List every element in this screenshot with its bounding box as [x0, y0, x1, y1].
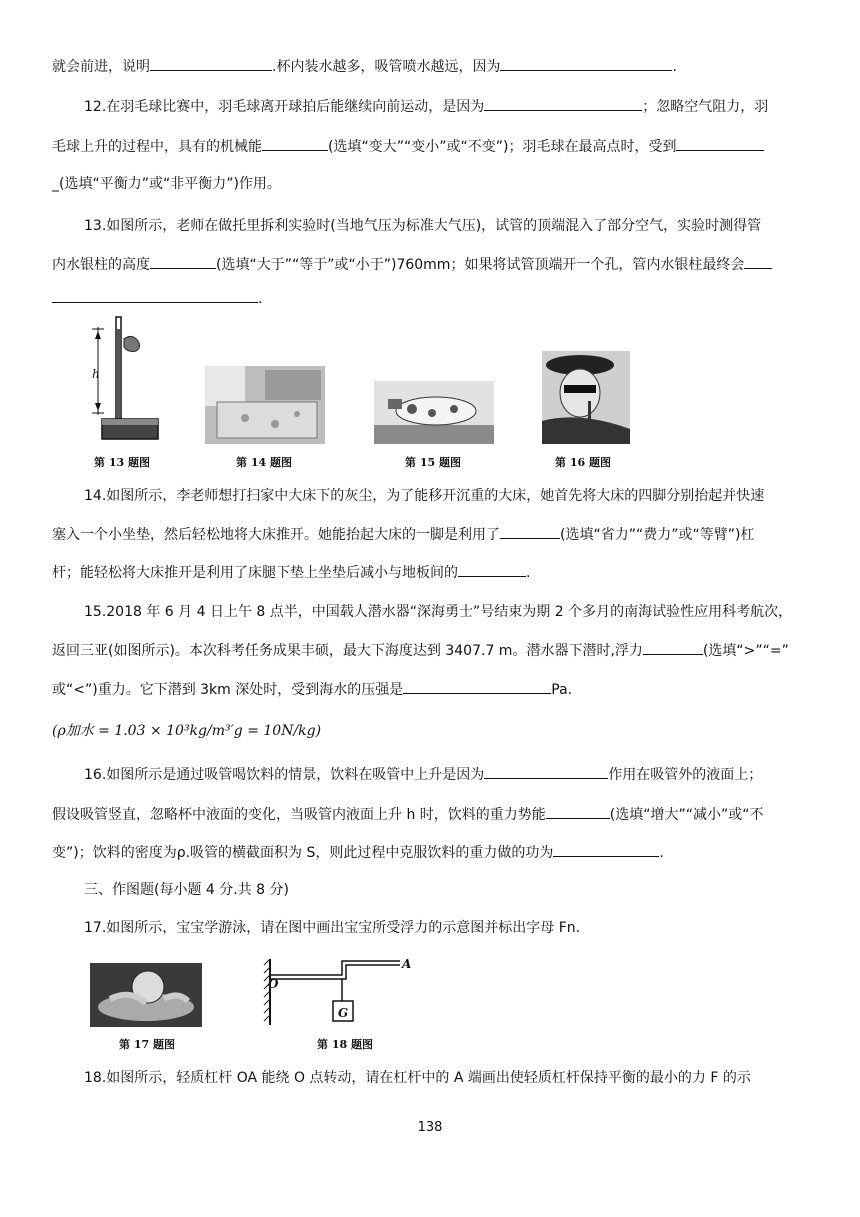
question-15-line-1 [84, 602, 792, 622]
text-segment: 返回三亚(如图所示)。本次科考任务成果丰硕，最大下海度达到 3407.7 m。潜水器下潜时,浮力 [52, 643, 643, 659]
text-segment: 塞入一个小坐垫，然后轻松地将大床推开。她能抬起大床的一脚是利用了 [52, 527, 500, 543]
girl-drinking-photo [542, 351, 630, 444]
question-13-line-2 [52, 254, 772, 275]
question-14-line-1 [84, 486, 764, 506]
text-segment: 假设吸管竖直，忽略杯中液面的变化，当吸管内液面上升 h 时，饮料的重力势能 [52, 807, 546, 823]
question-15-line-3 [52, 679, 572, 700]
question-13-line-1 [84, 216, 761, 236]
question-16-line-1 [84, 764, 762, 785]
text-segment: 或“<”)重力。它下潜到 3km 深处时，受到海水的压强是 [52, 682, 404, 698]
bedroom-photo [205, 366, 325, 444]
question-14-line-3 [52, 562, 530, 583]
text-segment: 变”)；饮料的密度为ρ.吸管的横截面积为 S，则此过程中克服饮料的重力做的功为 [52, 845, 554, 861]
submersible-photo [374, 381, 494, 444]
text-segment: (选填“变大”“变小”或“不变”)；羽毛球在最高点时，受到 [328, 139, 677, 155]
text-line [52, 56, 677, 77]
density-formula: (ρ加水 = 1.03 × 10³kg/m³′g = 10N/kg) [52, 723, 322, 739]
weight-label: G [338, 1006, 349, 1020]
text-segment: (选填“大于”“等于”或“小于”)760mm；如果将试管顶端开一个孔，管内水银柱最终会 [216, 257, 745, 273]
text-segment: 杆；能轻松将大床推开是利用了床腿下垫上坐垫后减小与地板间的 [52, 565, 458, 581]
text-segment: 内水银柱的高度 [52, 257, 150, 273]
text-segment: . [672, 59, 677, 75]
pivot-label: O [268, 977, 279, 991]
text-segment: .杯内装水越多，吸管喷水越远，因为 [272, 59, 501, 75]
answer-blank[interactable] [676, 136, 764, 151]
text-segment: . [526, 565, 531, 581]
text-segment: ；忽略空气阻力，羽 [642, 99, 769, 115]
text-segment: (选填“>”“=” [702, 643, 789, 659]
figure-13-caption: 第 13 题图 [94, 456, 150, 469]
text-segment: (选填“增大”“减小”或“不 [609, 807, 764, 823]
answer-blank[interactable] [458, 562, 526, 577]
answer-blank[interactable] [52, 288, 258, 303]
question-17-line: 17.如图所示，宝宝学游泳，请在图中画出宝宝所受浮力的示意图并标出字母 Fn. [84, 920, 581, 936]
answer-blank[interactable] [500, 524, 560, 539]
figure-18-caption: 第 18 题图 [317, 1038, 373, 1051]
answer-blank[interactable] [150, 254, 216, 269]
figure-15-caption: 第 15 题图 [405, 456, 461, 469]
end-a-label: A [402, 957, 412, 971]
question-13-line-3 [52, 288, 262, 309]
question-16-line-2 [52, 804, 764, 825]
question-12-line-2 [52, 136, 764, 157]
page-number: 138 [417, 1120, 443, 1135]
answer-blank[interactable] [403, 679, 551, 694]
text-segment: 16.如图所示是通过吸管喝饮料的情景，饮料在吸管中上升是因为 [84, 767, 485, 783]
text-segment: 12.在羽毛球比赛中，羽毛球离开球拍后能继续向前运动，是因为 [84, 99, 485, 115]
text-segment: Pa. [551, 682, 573, 698]
question-14-line-2 [52, 524, 754, 545]
question-12-line-3 [52, 174, 281, 194]
question-16-line-3 [52, 842, 664, 863]
answer-blank[interactable] [744, 254, 772, 269]
height-label: h [92, 367, 100, 381]
question-12-line-1 [84, 96, 768, 117]
figure-17-caption: 第 17 题图 [119, 1038, 175, 1051]
answer-blank[interactable] [500, 56, 672, 71]
text-segment: 作用在吸管外的液面上； [608, 767, 763, 783]
answer-blank[interactable] [484, 96, 642, 111]
text-segment: 就会前进，说明 [52, 59, 150, 75]
answer-blank[interactable] [643, 640, 703, 655]
text-segment: . [659, 845, 664, 861]
text-segment: 13.如图所示，老师在做托里拆利实验时(当地气压为标准大气压)，试管的顶端混入了部分空气，实验时测得管 [84, 218, 762, 234]
lever-diagram [262, 955, 412, 1035]
section-heading: 三、作图题(每小题 4 分.共 8 分) [84, 882, 289, 898]
question-18-line: 18.如图所示，轻质杠杆 OA 能绕 O 点转动，请在杠杆中的 A 端画出使轻质杠杆保持平衡的最小的力 F 的示 [84, 1070, 751, 1086]
figure-14-caption: 第 14 题图 [236, 456, 292, 469]
answer-blank[interactable] [484, 764, 608, 779]
text-segment: _(选填“平衡力”或“非平衡力”)作用。 [52, 176, 281, 192]
answer-blank[interactable] [150, 56, 272, 71]
baby-swimming-photo [90, 963, 202, 1027]
text-segment: 毛球上升的过程中，具有的机械能 [52, 139, 262, 155]
text-segment: 15.2018 年 6 月 4 日上午 8 点半，中国载人潜水器“深海勇士”号结束为期 2 个多月的南海试验性应用科考航次， [84, 604, 793, 620]
text-segment: (选填“省力”“费力”或“等臂”)杠 [560, 527, 755, 543]
text-segment: 14.如图所示，李老师想打扫家中大床下的灰尘，为了能移开沉重的大床，她首先将大床的四脚分别抬起并快速 [84, 488, 765, 504]
figure-16-caption: 第 16 题图 [555, 456, 611, 469]
text-segment: . [258, 291, 263, 307]
answer-blank[interactable] [553, 842, 659, 857]
answer-blank[interactable] [546, 804, 610, 819]
answer-blank[interactable] [262, 136, 328, 151]
question-15-line-2 [52, 640, 789, 661]
